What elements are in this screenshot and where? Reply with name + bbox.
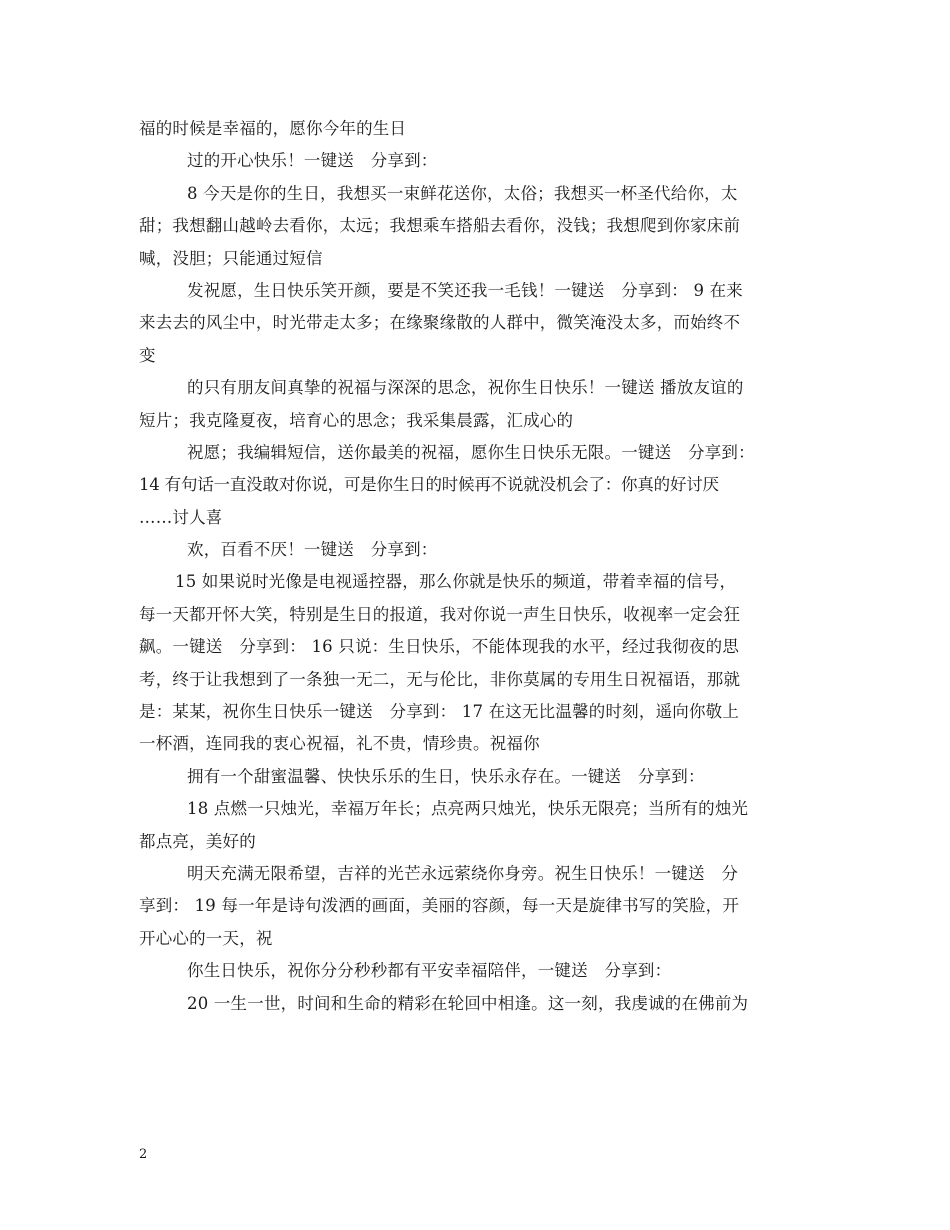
text-line: 考，终于让我想到了一条独一无二，无与伦比，非你莫属的专用生日祝福语，那就 [139,669,741,689]
text-line: 开心心的一天，祝 [139,928,273,948]
page-number: 2 [139,1147,148,1162]
text-line: 8 今天是你的生日，我想买一束鲜花送你，太俗；我想买一杯圣代给你，太 [187,183,738,203]
text-line: 喊，没胆；只能通过短信 [139,248,323,268]
text-line: 享到： 19 每一年是诗句泼洒的画面，美丽的容颜，每一天是旋律书写的笑脸，开 [139,896,740,916]
text-line: 祝愿；我编辑短信，送你最美的祝福，愿你生日快乐无限。一键送 分享到： [187,442,755,462]
text-line: 每一天都开怀大笑，特别是生日的报道，我对你说一声生日快乐，收视率一定会狂 [139,604,741,624]
text-line: 过的开心快乐！一键送 分享到： [187,151,438,171]
text-line: 拥有一个甜蜜温馨、快快乐乐的生日，快乐永存在。一键送 分享到： [187,766,705,786]
text-line: 20 一生一世，时间和生命的精彩在轮回中相逢。这一刻，我虔诚的在佛前为 [187,993,749,1013]
text-line: 明天充满无限希望，吉祥的光芒永远萦绕你身旁。祝生日快乐！一键送 分 [187,863,739,883]
text-line: 变 [139,345,156,365]
text-line: 发祝愿，生日快乐笑开颜，要是不笑还我一毛钱！一键送 分享到： 9 在来 [187,280,743,300]
text-line: 是：某某，祝你生日快乐一键送 分享到： 17 在这无比温馨的时刻，遥向你敬上 [139,702,740,722]
text-line: 福的时候是幸福的，愿你今年的生日 [139,119,407,138]
text-line: 飙。一键送 分享到： 16 只说：生日快乐，不能体现我的水平，经过我彻夜的思 [139,637,740,657]
text-line: 来去去的风尘中，时光带走太多；在缘聚缘散的人群中，微笑淹没太多，而始终不 [139,313,741,333]
text-line: ……讨人喜 [139,507,223,527]
text-line: 都点亮，美好的 [139,831,256,851]
text-line: 18 点燃一只烛光，幸福万年长；点亮两只烛光，快乐无限亮；当所有的烛光 [187,799,749,819]
text-line: 短片；我克隆夏夜，培育心的思念；我采集晨露，汇成心的 [139,410,574,430]
text-line: 15 如果说时光像是电视遥控器，那么你就是快乐的频道，带着幸福的信号， [175,572,737,592]
text-line: 的只有朋友间真挚的祝福与深深的思念，祝你生日快乐！一键送 播放友谊的 [187,378,744,398]
text-line: 甜；我想翻山越岭去看你，太远；我想乘车搭船去看你，没钱；我想爬到你家床前 [139,216,741,236]
text-line: 14 有句话一直没敢对你说，可是你生日的时候再不说就没机会了：你真的好讨厌 [139,475,719,495]
text-line: 欢，百看不厌！一键送 分享到： [187,540,438,560]
document-body [139,113,829,1020]
text-line: 你生日快乐，祝你分分秒秒都有平安幸福陪伴，一键送 分享到： [187,961,672,981]
text-line: 一杯酒，连同我的衷心祝福，礼不贵，情珍贵。祝福你 [139,734,540,754]
